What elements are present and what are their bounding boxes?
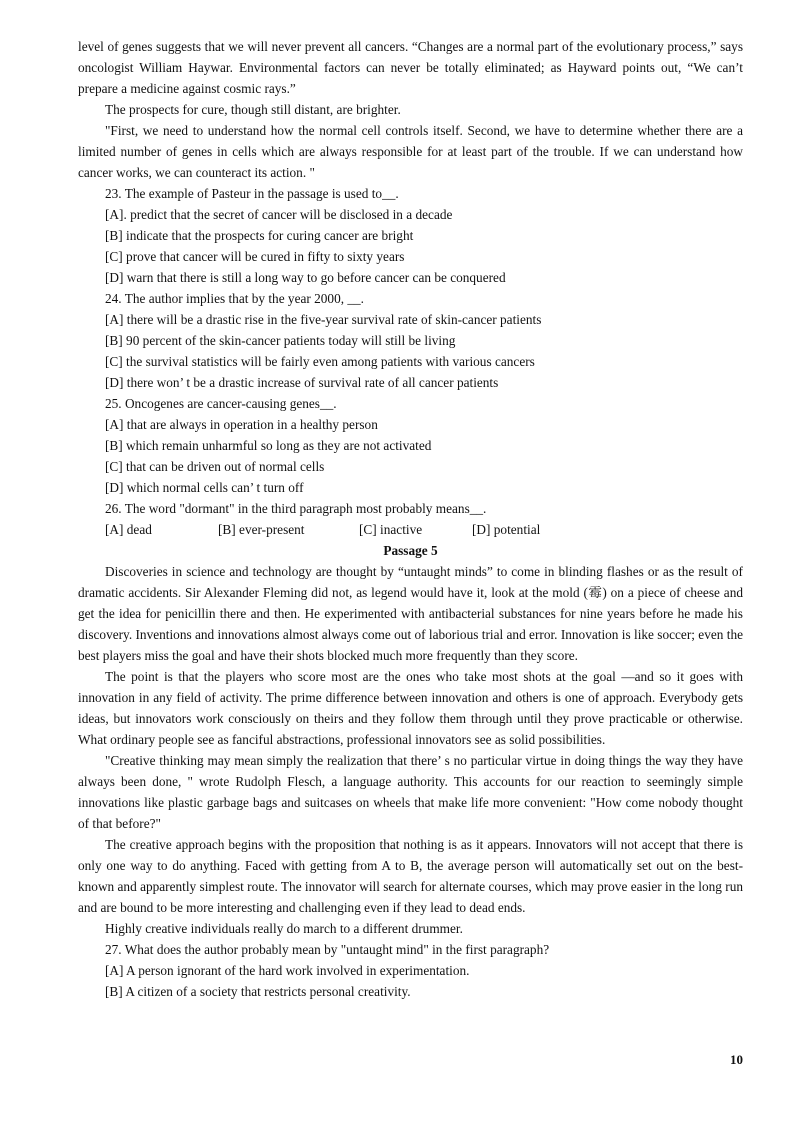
passage-paragraph: "Creative thinking may mean simply the realization that there’ s no particular virtue in doing things the way they have always been done, " wrote Rudolph Flesch, a language authority. This accounts for our reaction to seemingly simple innovations like plastic garbage bags and suitcases on wheels that make life more convenient: "How come nobody thought of that before?"	[78, 753, 743, 831]
question-stem: 25. Oncogenes are cancer-causing genes__.	[105, 396, 337, 411]
question-stem: 27. What does the author probably mean by "untaught mind" in the first paragraph?	[105, 942, 550, 957]
option-b: [B] ever-present	[218, 522, 305, 537]
passage-paragraph: The creative approach begins with the proposition that nothing is as it appears. Innovators will not accept that there is only one way to do anything. Faced with getting from A to B, the average person will automatically set out on the best-known and apparently simplest route. The innovator will search for alternate courses, which may prove easier in the long run and are bound to be more interesting and challenging even if they lead to dead ends.	[78, 837, 743, 915]
option-b: [B] which remain unharmful so long as they are not activated	[105, 438, 432, 453]
option-a: [A] there will be a drastic rise in the five-year survival rate of skin-cancer patients	[105, 312, 542, 327]
option-b: [B] 90 percent of the skin-cancer patients today will still be living	[105, 333, 456, 348]
document-page	[78, 36, 743, 1002]
option-c: [C] prove that cancer will be cured in fifty to sixty years	[105, 249, 405, 264]
option-c: [C] inactive	[359, 522, 423, 537]
paragraph-prospects: The prospects for cure, though still distant, are brighter.	[105, 102, 401, 117]
question-24	[78, 288, 743, 393]
option-a: [A] dead	[105, 522, 152, 537]
option-a: [A]. predict that the secret of cancer will be disclosed in a decade	[105, 207, 453, 222]
question-27	[78, 939, 743, 1002]
option-b: [B] indicate that the prospects for curing cancer are bright	[105, 228, 414, 243]
passage-paragraph: Discoveries in science and technology are thought by “untaught minds” to come in blinding flashes or as the result of dramatic accidents. Sir Alexander Fleming did not, as legend would have it, look at the mold (霉) on a piece of cheese and get the idea for penicillin there and then. He experimented with antibacterial substances for nine years before he made his discovery. Inventions and innovations almost always come out of laborious trial and error. Innovation is like soccer; even the best players miss the goal and have their shots blocked much more frequently than they score.	[78, 564, 743, 663]
option-d: [D] potential	[472, 522, 541, 537]
question-stem: 24. The author implies that by the year 2000, __.	[105, 291, 364, 306]
option-d: [D] which normal cells can’ t turn off	[105, 480, 304, 495]
question-26	[78, 498, 743, 540]
options-row	[105, 519, 743, 540]
passage-paragraph: Highly creative individuals really do march to a different drummer.	[105, 921, 463, 936]
option-c: [C] the survival statistics will be fairly even among patients with various cancers	[105, 354, 535, 369]
paragraph-continued: level of genes suggests that we will never prevent all cancers. “Changes are a normal part of the evolutionary process,” says oncologist William Haywar. Environmental factors can never be totally eliminated; as Hayward points out, “We can’t prepare a medicine against cosmic rays.”	[78, 39, 743, 96]
passage-title: Passage 5	[383, 543, 438, 558]
option-a: [A] that are always in operation in a healthy person	[105, 417, 378, 432]
page-number: 10	[730, 1052, 743, 1067]
option-d: [D] there won’ t be a drastic increase of survival rate of all cancer patients	[105, 375, 499, 390]
paragraph-quote: "First, we need to understand how the normal cell controls itself. Second, we have to determine whether there are a limited number of genes in cells which are always responsible for at least part of the trouble. If we can understand how cancer works, we can counteract its action. "	[78, 123, 743, 180]
question-stem: 26. The word "dormant" in the third paragraph most probably means__.	[105, 501, 487, 516]
option-b: [B] A citizen of a society that restricts personal creativity.	[105, 984, 411, 999]
question-25	[78, 393, 743, 498]
question-stem: 23. The example of Pasteur in the passage is used to__.	[105, 186, 399, 201]
option-c: [C] that can be driven out of normal cells	[105, 459, 325, 474]
passage-paragraph: The point is that the players who score most are the ones who take most shots at the goal —and so it goes with innovation in any field of activity. The prime difference between innovation and others is one of approach. Everybody gets ideas, but innovators work consciously on theirs and they follow them through until they prove practicable or otherwise. What ordinary people see as fanciful abstractions, professional innovators see as solid possibilities.	[78, 669, 743, 747]
question-23	[78, 183, 743, 288]
option-d: [D] warn that there is still a long way to go before cancer can be conquered	[105, 270, 506, 285]
option-a: [A] A person ignorant of the hard work involved in experimentation.	[105, 963, 470, 978]
